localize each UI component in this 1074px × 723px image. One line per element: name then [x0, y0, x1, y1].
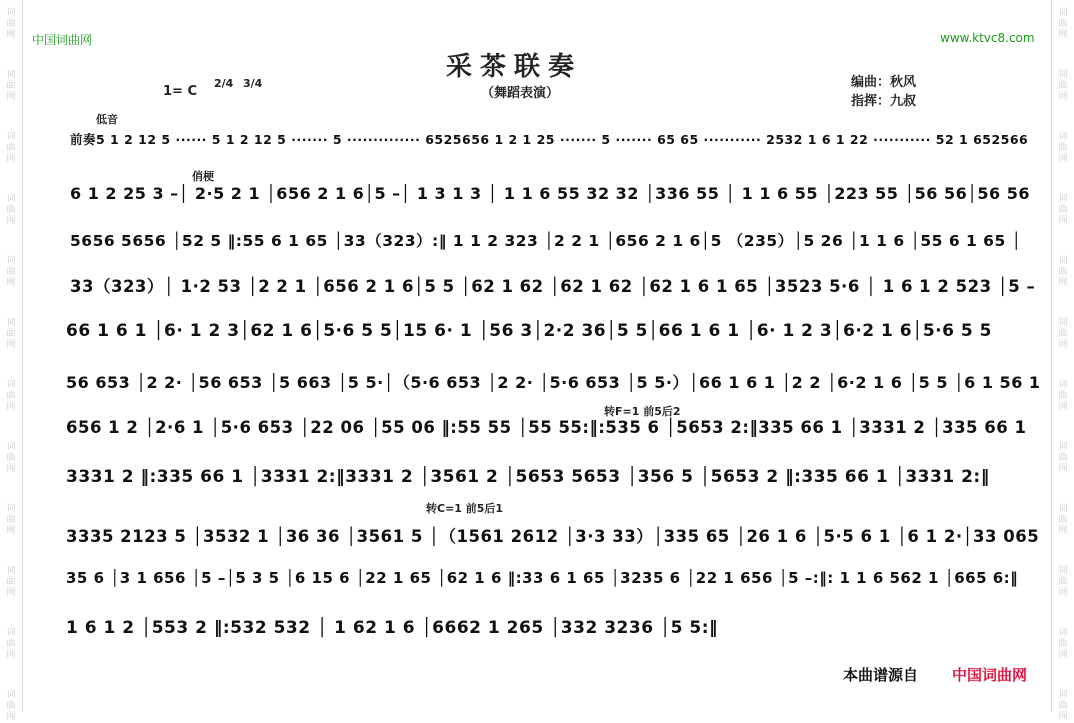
watermark-text: 词 曲 网: [1058, 380, 1068, 412]
score-line-10: 35 6 │3 1 656 │5 –│5 3 5 │6 15 6 │22 1 65 │62 1 6 ‖:33 6 1 65 │3235 6 │22 1 656 │5 –:‖: 1 1 6 562 1 │665 6:‖: [66, 569, 1019, 587]
score-line-11: 1 6 1 2 │553 2 ‖:532 532 │ 1 62 1 6 │6662 1 265 │332 3236 │5 5:‖: [66, 618, 719, 638]
left-watermark-strip: [0, 0, 23, 722]
label-modulation-f: 转F=1 前5后2: [604, 405, 681, 418]
footer-site-name: 中国词曲网: [952, 666, 1028, 684]
watermark-text: 词 曲 网: [1058, 8, 1068, 40]
watermark-text: 词 曲 网: [1058, 194, 1068, 226]
watermark-text: 词 曲 网: [1058, 132, 1068, 164]
watermark-text: 词 曲 网: [6, 8, 16, 40]
watermark-text: 词 曲 网: [6, 132, 16, 164]
watermark-text: 词 曲 网: [6, 318, 16, 350]
page-subtitle: （舞蹈表演）: [481, 86, 560, 101]
watermark-text: 词 曲 网: [1058, 442, 1068, 474]
site-name-left: 中国词曲网: [32, 33, 93, 47]
watermark-text: 词 曲 网: [1058, 628, 1068, 660]
score-line-2: 6 1 2 25 3 –│ 2·5 2 1 │656 2 1 6│5 –│ 1 3 1 3 │ 1 1 6 55 32 32 │336 55 │ 1 1 6 55 │223 55 │56 56│56 56: [70, 184, 1030, 203]
watermark-text: 词 曲 网: [6, 256, 16, 288]
score-line-8: 3331 2 ‖:335 66 1 │3331 2:‖3331 2 │3561 2 │5653 5653 │356 5 │5653 2 ‖:335 66 1 │3331 2:‖: [66, 467, 990, 487]
watermark-text: 词 曲 网: [6, 690, 16, 722]
right-watermark-strip: [1051, 0, 1074, 722]
label-low-pitch: 低音: [96, 113, 118, 126]
score-line-7: 656 1 2 │2·6 1 │5·6 653 │22 06 │55 06 ‖:55 55 │55 55:‖:535 6 │5653 2:‖335 66 1 │3331 2 │335 66 1: [66, 418, 1027, 437]
watermark-text: 词 曲 网: [6, 504, 16, 536]
score-line-1: 前奏5 1 2 12 5 ······ 5 1 2 12 5 ······· 5 ·············· 6525656 1 2 1 25 ······· 5 ······· 65 65 ··········· 2532 1 6 1 22 ··········· 52 1 652566: [70, 132, 1029, 147]
watermark-text: 词 曲 网: [1058, 318, 1068, 350]
watermark-text: 词 曲 网: [1058, 566, 1068, 598]
watermark-text: 词 曲 网: [6, 442, 16, 474]
footer-source-label: 本曲谱源自: [843, 666, 919, 684]
label-qiaoken: 俏梗: [192, 170, 214, 183]
label-modulation-c: 转C=1 前5后1: [426, 502, 504, 515]
score-line-3: 5656 5656 │52 5 ‖:55 6 1 65 │33（323）:‖ 1 1 2 323 │2 2 1 │656 2 1 6│5 （235）│5 26 │1 1 6 │55 6 1 65 │: [70, 232, 1022, 250]
watermark-text: 词 曲 网: [1058, 690, 1068, 722]
watermark-text: 词 曲 网: [6, 628, 16, 660]
score-line-5: 66 1 6 1 │6· 1 2 3│62 1 6│5·6 5 5│15 6· 1 │56 3│2·2 36│5 5│66 1 6 1 │6· 1 2 3│6·2 1 6│5·6 5 5: [66, 321, 992, 341]
score-line-9: 3335 2123 5 │3532 1 │36 36 │3561 5 │（1561 2612 │3·3 33）│335 65 │26 1 6 │5·5 6 1 │6 1 2·│33 065: [66, 527, 1040, 546]
watermark-text: 词 曲 网: [6, 566, 16, 598]
page-title: 采茶联奏: [446, 52, 583, 82]
site-url-right: www.ktvc8.com: [940, 31, 1035, 45]
watermark-text: 词 曲 网: [6, 380, 16, 412]
score-line-6: 56 653 │2 2· │56 653 │5 663 │5 5·│（5·6 653 │2 2· │5·6 653 │5 5·）│66 1 6 1 │2 2 │6·2 1 6 │5 5 │6 1 56 1: [66, 373, 1041, 392]
key-signature: 1= C: [163, 84, 198, 99]
watermark-text: 词 曲 网: [1058, 70, 1068, 102]
watermark-text: 词 曲 网: [1058, 504, 1068, 536]
score-line-4: 33（323）│ 1·2 53 │2 2 1 │656 2 1 6│5 5 │62 1 62 │62 1 62 │62 1 6 1 65 │3523 5·6 │ 1 6 1 2 523 │5 –: [70, 277, 1036, 296]
watermark-text: 词 曲 网: [1058, 256, 1068, 288]
conductor-credit: 指挥：九叔: [851, 94, 917, 109]
time-signature-2-4: 2/4: [214, 77, 234, 90]
watermark-text: 词 曲 网: [6, 194, 16, 226]
time-signature-3-4: 3/4: [243, 77, 263, 90]
arranger-credit: 编曲：秋风: [851, 75, 917, 90]
watermark-text: 词 曲 网: [6, 70, 16, 102]
